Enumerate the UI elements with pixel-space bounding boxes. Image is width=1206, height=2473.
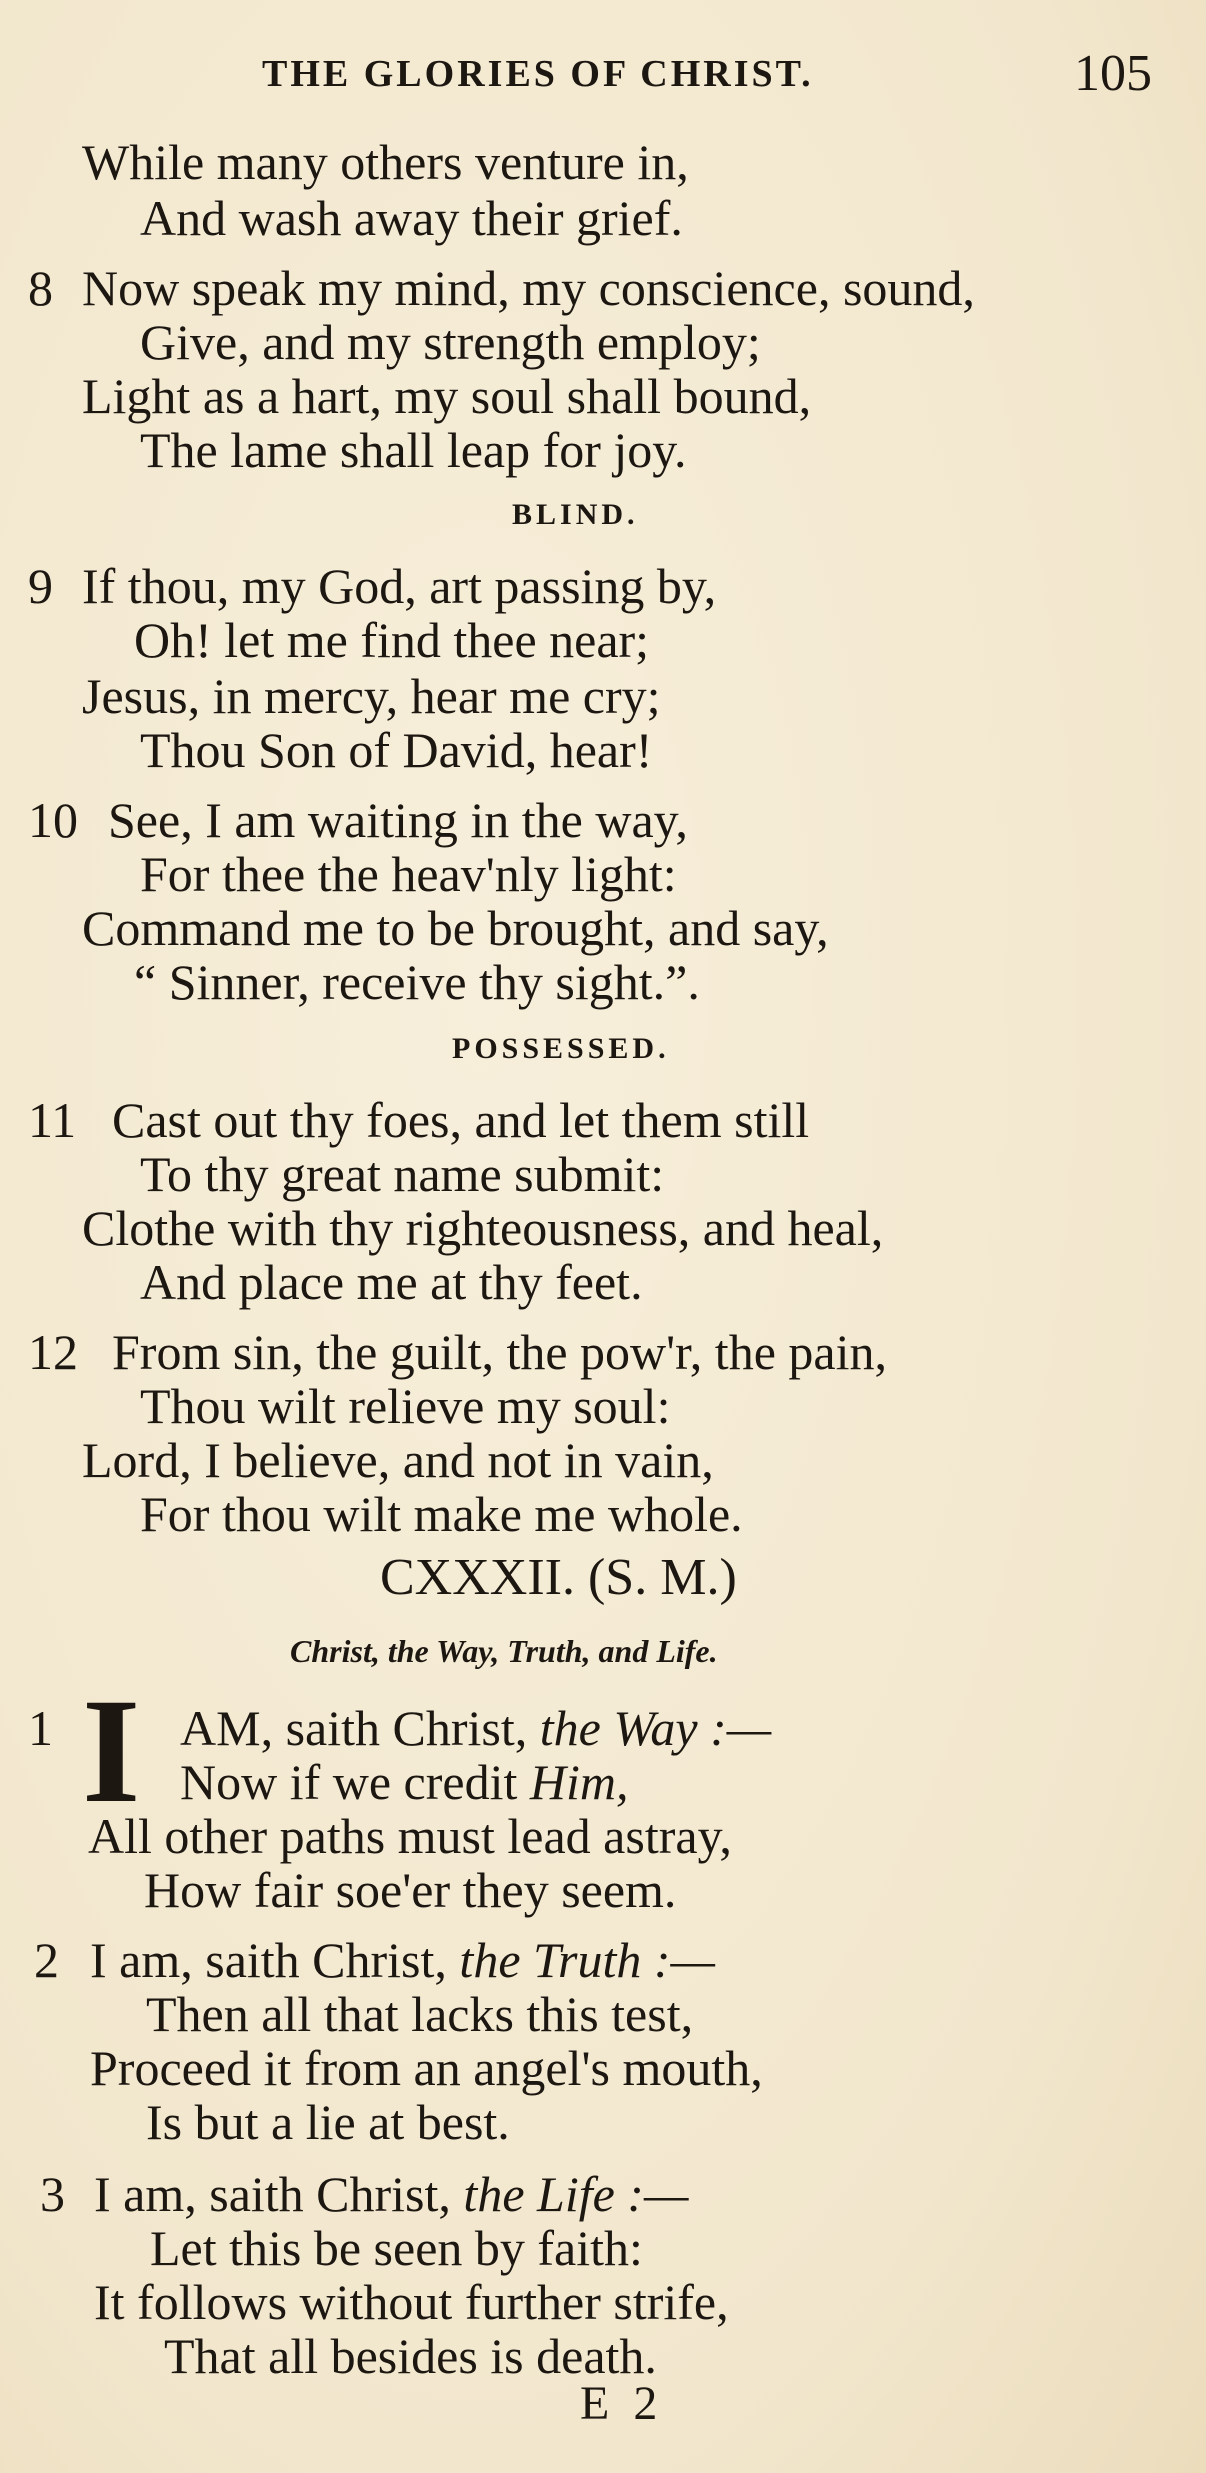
hymn-subtitle: Christ, the Way, Truth, and Life. <box>290 1633 718 1669</box>
verse-line: And place me at thy feet. <box>140 1254 643 1310</box>
verse-line: Is but a lie at best. <box>146 2094 510 2150</box>
verse-line: To thy great name submit: <box>140 1146 665 1202</box>
verse-line: See, I am waiting in the way, <box>108 792 688 848</box>
verse-line: Oh! let me find thee near; <box>134 612 650 668</box>
verse-line <box>180 1752 629 1812</box>
verse-line: Cast out thy foes, and let them still <box>112 1092 810 1148</box>
verse-number: 11 <box>28 1092 77 1148</box>
verse-line: Give, and my strength employ; <box>140 314 761 370</box>
verse-line: That all besides is death. <box>164 2328 657 2384</box>
verse-line: Let this be seen by faith: <box>150 2220 643 2276</box>
verse-text: Now if we credit <box>180 1754 530 1810</box>
verse-emphasis: the Way :— <box>539 1700 772 1756</box>
verse-line: Clothe with thy righteousness, and heal, <box>82 1200 884 1256</box>
verse-line: For thou wilt make me whole. <box>140 1486 743 1542</box>
verse-line: The lame shall leap for joy. <box>140 422 687 478</box>
verse-number: 2 <box>34 1932 59 1988</box>
drop-cap: I <box>82 1668 141 1834</box>
verse-number: 10 <box>28 792 78 848</box>
verse-line <box>94 2164 688 2224</box>
verse-line: Now speak my mind, my conscience, sound, <box>82 260 975 316</box>
verse-emphasis: Him, <box>529 1754 629 1810</box>
verse-line: If thou, my God, art passing by, <box>82 558 717 614</box>
verse-line: And wash away their grief. <box>140 190 683 246</box>
verse-text: I am, saith Christ, <box>90 1932 460 1988</box>
verse-line: Jesus, in mercy, hear me cry; <box>82 668 661 724</box>
verse-number: 1 <box>28 1700 53 1756</box>
verse-line: Thou wilt relieve my soul: <box>140 1378 671 1434</box>
verse-line: From sin, the guilt, the pow'r, the pain, <box>112 1324 887 1380</box>
verse-line <box>180 1698 771 1758</box>
verse-line: For thee the heav'nly light: <box>140 846 677 902</box>
verse-line: While many others venture in, <box>82 134 689 190</box>
section-heading: POSSESSED. <box>452 1032 670 1065</box>
verse-line <box>90 1930 715 1990</box>
hymn-title: CXXXII. (S. M.) <box>380 1549 737 1606</box>
verse-text: AM, saith Christ, <box>180 1700 540 1756</box>
verse-number: 9 <box>28 558 53 614</box>
verse-line: Proceed it from an angel's mouth, <box>90 2040 763 2096</box>
verse-number: 8 <box>28 260 53 316</box>
verse-text: I am, saith Christ, <box>94 2166 464 2222</box>
verse-emphasis: the Life :— <box>463 2166 689 2222</box>
verse-line: Light as a hart, my soul shall bound, <box>82 368 812 424</box>
verse-line: It follows without further strife, <box>94 2274 729 2330</box>
verse-line: How fair soe'er they seem. <box>144 1862 677 1918</box>
verse-line: Thou Son of David, hear! <box>140 722 653 778</box>
verse-line: Then all that lacks this test, <box>146 1986 694 2042</box>
verse-line: Command me to be brought, and say, <box>82 900 829 956</box>
verse-number: 3 <box>40 2166 65 2222</box>
verse-number: 12 <box>28 1324 78 1380</box>
section-heading: BLIND. <box>512 498 639 531</box>
verse-line: “ Sinner, receive thy sight.”. <box>134 954 700 1010</box>
verse-line: All other paths must lead astray, <box>88 1808 732 1864</box>
running-title: THE GLORIES OF CHRIST. <box>262 53 814 95</box>
verse-emphasis: the Truth :— <box>459 1932 716 1988</box>
verse-line: Lord, I believe, and not in vain, <box>82 1432 714 1488</box>
signature-mark: E 2 <box>580 2377 664 2430</box>
page-number: 105 <box>1074 45 1152 102</box>
